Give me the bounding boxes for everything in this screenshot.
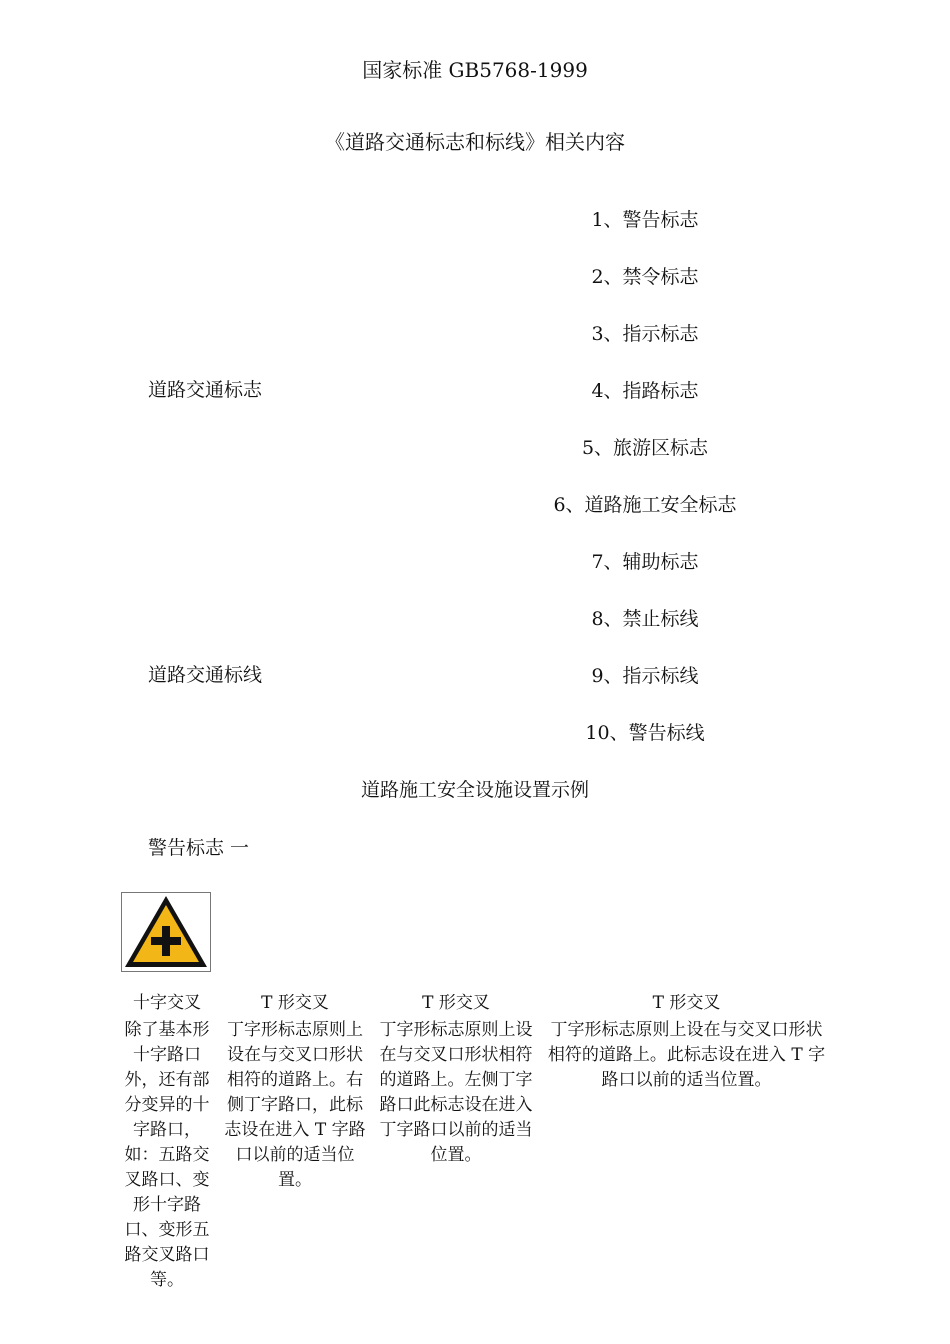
column-title-t-left: T 形交叉 xyxy=(422,993,490,1013)
crossroad-warning-icon xyxy=(122,893,210,971)
column-desc-t-right: 丁字形标志原则上设在与交叉口形状相符的道路上。右侧丁字路口，此标志设在进入 T 字路口以前的适当位置。 xyxy=(224,1020,366,1190)
category-markings: 道路交通标线 xyxy=(148,664,263,686)
list-item: 5、旅游区标志 xyxy=(581,437,709,459)
list-item: 10、警告标线 xyxy=(585,722,705,744)
column-desc-crossroad: 除了基本形十字路口外，还有部分变异的十字路口，如：五路交叉路口、变形十字路口、变形五路交叉路口等。 xyxy=(124,1020,210,1290)
section-heading: 道路施工安全设施设置示例 xyxy=(360,779,589,801)
list-item: 2、禁令标志 xyxy=(591,266,699,288)
column-title-t-right: T 形交叉 xyxy=(261,993,329,1013)
list-item: 7、辅助标志 xyxy=(591,551,699,573)
list-item: 4、指路标志 xyxy=(591,380,699,402)
column-title-t-general: T 形交叉 xyxy=(652,993,721,1013)
category-signs: 道路交通标志 xyxy=(148,379,263,401)
warning-sign-heading: 警告标志 一 xyxy=(148,837,250,859)
column-desc-t-general: 丁字形标志原则上设在与交叉口形状相符的道路上。此标志设在进入 T 字路口以前的适当位置。 xyxy=(547,1020,826,1090)
document-title: 国家标准 GB5768-1999 xyxy=(362,58,588,82)
list-item: 1、警告标志 xyxy=(591,209,699,231)
column-desc-t-left: 丁字形标志原则上设在与交叉口形状相符的道路上。左侧丁字路口此标志设在进入丁字路口以前的适当位置。 xyxy=(379,1020,533,1165)
crossroad-warning-sign xyxy=(121,892,211,972)
document-subtitle: 《道路交通标志和标线》相关内容 xyxy=(325,130,625,154)
column-title-crossroad: 十字交叉 xyxy=(133,993,201,1013)
list-item: 8、禁止标线 xyxy=(591,608,699,630)
list-item: 3、指示标志 xyxy=(591,323,699,345)
list-item: 6、道路施工安全标志 xyxy=(553,494,737,516)
list-item: 9、指示标线 xyxy=(591,665,699,687)
